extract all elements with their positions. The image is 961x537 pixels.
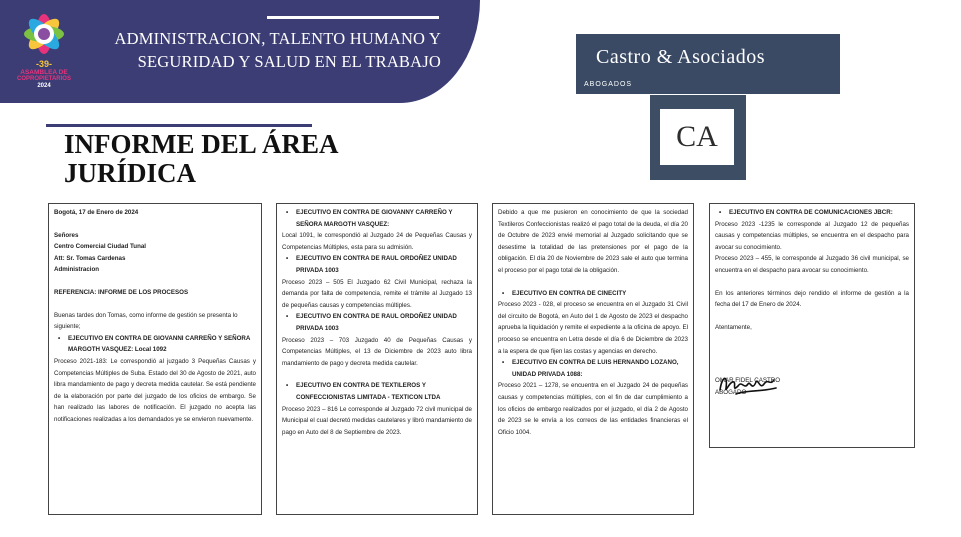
header-title: [96, 27, 441, 73]
process-title: • EJECUTIVO EN CONTRA DE LUIS HERNANDO LOZANO, UNIDAD PRIVADA 1088:: [498, 357, 688, 380]
recipient-line2: Centro Comercial Ciudad Tunal: [54, 243, 147, 251]
process-title: • EJECUTIVO EN CONTRA DE GIOVANNI CARREÑO Y SEÑORA MARGOTH VASQUEZ: Local 1092: [54, 333, 256, 356]
process-detail: Proceso 2023 -1235 le corresponde al Juzgado 12 de pequeñas causas y competencias múltiples, se encuentra en el despacho para avocar su conocimiento.: [715, 220, 909, 251]
logo-line1: ASAMBLEA DE: [20, 69, 68, 76]
monogram-text: CA: [676, 120, 718, 153]
closing-salutation: Atentamente,: [715, 323, 752, 331]
letter-page-3: [492, 203, 694, 515]
banner-divider: [267, 16, 439, 19]
heading-divider: [46, 124, 312, 127]
letter-date: Bogotá, 17 de Enero de 2024: [54, 209, 139, 216]
page-title: [64, 130, 354, 188]
page-title-line2: JURÍDICA: [64, 158, 197, 188]
letter-page-2: [276, 203, 478, 515]
firm-monogram: [650, 95, 746, 180]
page-title-line1: INFORME DEL ÁREA: [64, 129, 339, 159]
recipient-line1: Señores: [54, 231, 79, 239]
signer-name: OMAR FIDEL CASTRO: [715, 377, 781, 385]
process-detail: Proceso 2023 – 703 Juzgado 40 de Pequeñas Causas y Competencias Múltiples, el 13 de Diciembre de 2023 auto libra mandamiento de pago y decreta medida cautelar.: [282, 336, 472, 367]
closing-statement: En los anteriores términos dejo rendido el informe de gestión a la fecha del 17 de Enero de 2024.: [715, 289, 909, 309]
letter-page-1: [48, 203, 262, 515]
recipient-line4: Administracion: [54, 266, 100, 274]
firm-name: Castro & Asociados: [596, 46, 765, 68]
process-detail: Debido a que me pusieron en conocimiento de que la sociedad Textileros Confeccionistas realizó el pago total de la deuda, el día 20 de Octubre de 2023 envié memorial al Juzgado solicitando que se desestime la totalidad de las pretensiones por el pago de la obligación. El día 20 de Noviembre de 2023 sale el auto que termina el proceso por el pago total de la obligación.: [498, 209, 688, 274]
process-title: • EJECUTIVO EN CONTRA DE TEXTILEROS Y CONFECCIONISTAS LIMITADA - TEXTICON LTDA: [282, 380, 472, 403]
logo-year: 2024: [37, 83, 51, 89]
signature-image: [716, 370, 786, 398]
process-title: • EJECUTIVO EN CONTRA DE GIOVANNY CARREÑO Y SEÑORA MARGOTH VASQUEZ:: [282, 207, 472, 230]
process-detail: Proceso 2023 – 505 El Juzgado 62 Civil Municipal, rechaza la demanda por falta de competencia, remite el trámite al Juzgado 13 de pequeñas causas y competencias múltiples.: [282, 278, 472, 309]
firm-logo-banner: [576, 34, 840, 94]
process-detail: Local 1091, le correspondió al Juzgado 24 de Pequeñas Causas y Competencias Múltiples, esta para su admisión.: [282, 232, 472, 251]
process-detail: Proceso 2023 – 816 Le corresponde al Juzgado 72 civil municipal de Municipal el cual decretó medidas cautelares y libró mandamiento de pago en Auto del 8 de Septiembre de 2023.: [282, 405, 472, 436]
logo-line2: COPROPIETARIOS: [17, 76, 71, 82]
assembly-logo-text: [14, 60, 74, 90]
firm-subtitle: ABOGADOS: [584, 81, 633, 88]
process-title: • EJECUTIVO EN CONTRA DE RAUL ORDOÑEZ UNIDAD PRIVADA 1003: [282, 311, 472, 334]
header-title-line2: SEGURIDAD Y SALUD EN EL TRABAJO: [137, 52, 441, 71]
process-detail: Proceso 2023 – 455, le corresponde al Juzgado 36 civil municipal, se encuentra en el despacho para avocar su conocimiento.: [715, 255, 909, 274]
process-title: • EJECUTIVO EN CONTRA DE CINECITY: [498, 288, 688, 300]
process-detail: Proceso 2021-183: Le correspondió al juzgado 3 Pequeñas Causas y Competencias Múltiples de Suba. Estado del 30 de Agosto de 2021, auto libra mandamiento de pago y decreta medida cautelar. Se está pendiente de la elaboración por parte del juzgado de los oficios de embargo. Se han realizado las labores de notificación. El juzgado no acepta las notificaciones realizadas a los demandados ye se envieron nuevamente.: [54, 357, 256, 423]
signer-title: ABOGADO: [715, 388, 747, 396]
process-title: • EJECUTIVO EN CONTRA DE RAUL ORDOÑEZ UNIDAD PRIVADA 1003: [282, 253, 472, 276]
logo-number: -39-: [35, 59, 52, 69]
letter-reference: REFERENCIA: INFORME DE LOS PROCESOS: [54, 288, 189, 296]
letter-greeting: Buenas tardes don Tomas, como informe de gestión se presenta lo siguiente;: [54, 311, 238, 331]
header-title-line1: ADMINISTRACION, TALENTO HUMANO Y: [114, 29, 441, 48]
recipient-line3: Att: Sr. Tomas Cardenas: [54, 254, 126, 262]
letter-page-4: [709, 203, 915, 448]
process-detail: Proceso 2023 - 028, el proceso se encuentra en el Juzgado 31 Civil del circuito de Bogotá, en Auto del 1 de Agosto de 2023 el despacho aprueba la liquidación y remite el expediente a la oficina de apoyo. El proceso se encuentra en Letra desde el día 6 de Diciembre de 2023 a la espera de que fijen las costas y agencias en derecho.: [498, 301, 688, 355]
process-title: • EJECUTIVO EN CONTRA DE COMUNICACIONES JBCR:: [715, 207, 909, 219]
process-detail: Proceso 2021 – 1278, se encuentra en el Juzgado 24 de pequeñas causas y competencias múltiples, con el fin de dar cumplimiento a los oficios de embargo realizados por el juzgado, el día 2 de Agosto de 2023 se le envía a los correos de las entidades financieras el Oficio 1004.: [498, 382, 688, 436]
